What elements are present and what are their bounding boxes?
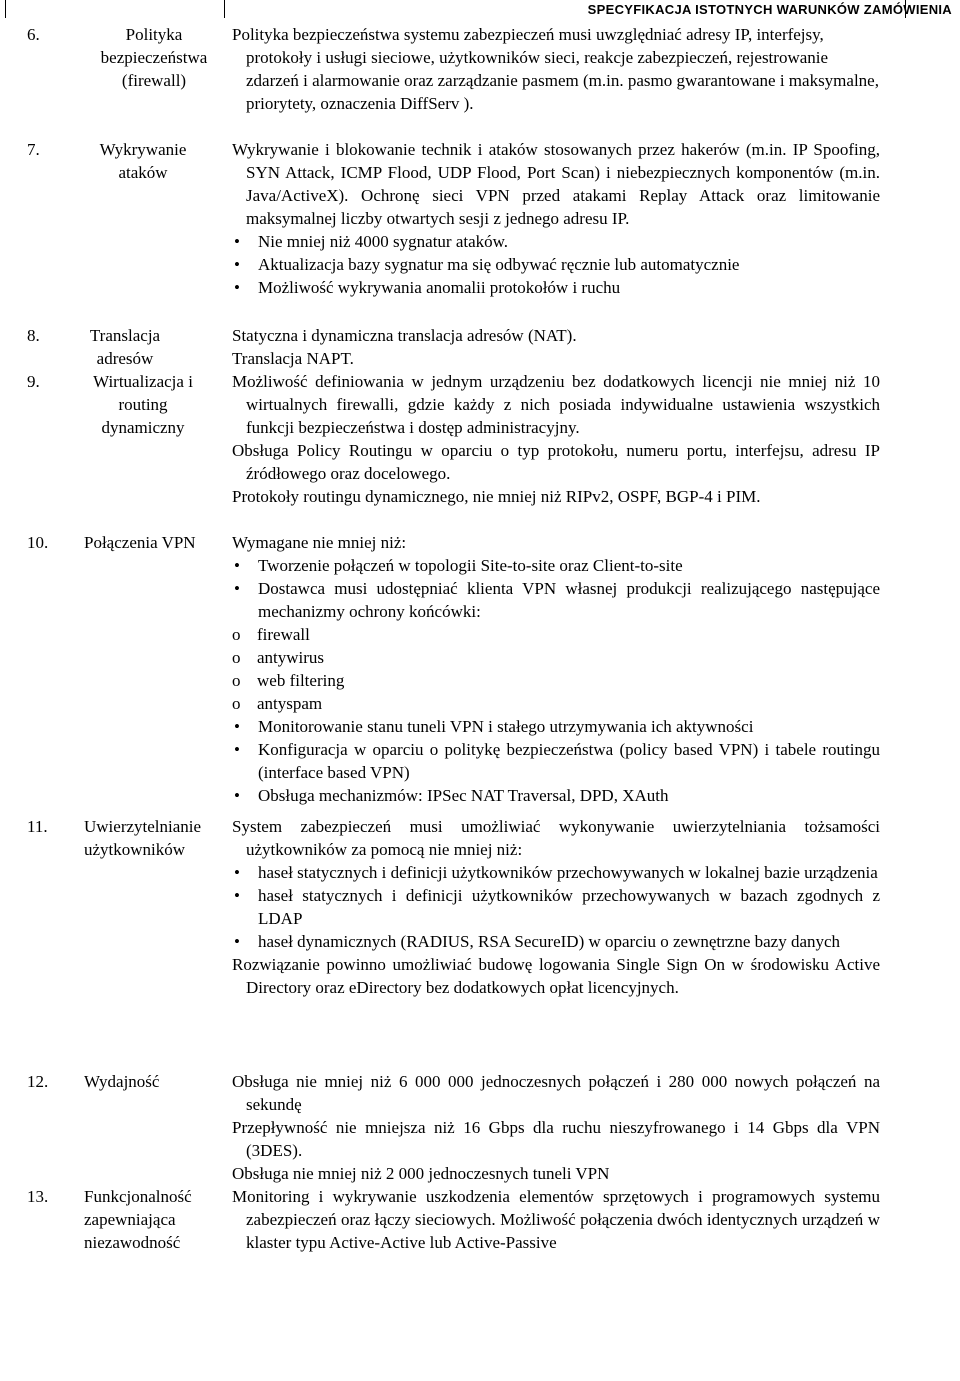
- row-description: [232, 138, 880, 299]
- list-item: • Monitorowanie stanu tuneli VPN i stałego utrzymywania ich aktywności: [234, 717, 754, 736]
- row-description: [232, 531, 880, 807]
- circle-bullet-icon: o: [232, 625, 241, 644]
- bullet-icon: •: [234, 932, 240, 951]
- bullet-icon: •: [234, 717, 240, 736]
- description-paragraph: Translacja NAPT.: [232, 349, 354, 368]
- description-paragraph: System zabezpieczeń musi umożliwiać wykonywanie uwierzytelniania tożsamości użytkowników za pomocą nie mniej niż:: [232, 817, 880, 859]
- list-item: o firewall: [232, 625, 310, 644]
- row-category: Wykrywanie ataków: [99, 140, 187, 182]
- row-number: 6.: [27, 25, 40, 44]
- circle-bullet-icon: o: [232, 648, 241, 667]
- list-item: • haseł statycznych i definicji użytkowników przechowywanych w bazach zgodnych z LDAP: [234, 886, 880, 928]
- list-item: • Obsługa mechanizmów: IPSec NAT Traversal, DPD, XAuth: [234, 786, 669, 805]
- table-border-right: [905, 0, 906, 18]
- bullet-icon: •: [234, 786, 240, 805]
- description-paragraph: Polityka bezpieczeństwa systemu zabezpieczeń musi uwzględniać adresy IP, interfejsy, protokoły i usługi sieciowe, użytkowników sieci, reakcje zabezpieczeń, rejestrowanie zdarzeń i alarmowanie oraz zarządzanie pasmem (m.in. pasmo gwarantowane i maksymalne, priorytety, oznaczenia DiffServ ).: [232, 25, 879, 113]
- row-number: 12.: [27, 1072, 49, 1091]
- bullet-list: [232, 861, 880, 953]
- row-number: 10.: [27, 533, 49, 552]
- row-category: Translacja adresów: [89, 326, 161, 368]
- row-number: 11.: [27, 817, 48, 836]
- row-description: [232, 23, 880, 115]
- bullet-icon: •: [234, 278, 240, 297]
- circle-bullet-icon: o: [232, 671, 241, 690]
- description-paragraph: Protokoły routingu dynamicznego, nie mniej niż RIPv2, OSPF, BGP-4 i PIM.: [232, 487, 761, 506]
- bullet-icon: •: [234, 886, 240, 905]
- table-border-left: [5, 0, 6, 18]
- description-paragraph: Monitoring i wykrywanie uszkodzenia elementów sprzętowych i programowych systemu zabezpieczeń oraz łączy sieciowych. Możliwość połączenia dwóch identycznych urządzeń w klaster typu Active-Active lub Active-Passive: [232, 1187, 880, 1252]
- row-category: Wirtualizacja i routing dynamiczny: [93, 372, 193, 437]
- row-category: Funkcjonalność zapewniająca niezawodność: [84, 1187, 192, 1252]
- list-item: o antywirus: [232, 648, 325, 667]
- list-item: o antyspam: [232, 694, 323, 713]
- row-number: 8.: [27, 326, 40, 345]
- bullet-list: [232, 715, 880, 807]
- row-description: [232, 370, 880, 508]
- row-category: Połączenia VPN: [84, 533, 196, 552]
- list-item: • Nie mniej niż 4000 sygnatur ataków.: [234, 232, 509, 251]
- bullet-icon: •: [234, 232, 240, 251]
- row-number: 7.: [27, 140, 40, 159]
- bullet-list: [232, 554, 880, 623]
- row-category: Polityka bezpieczeństwa (firewall): [100, 25, 208, 90]
- description-paragraph: Obsługa Policy Routingu w oparciu o typ protokołu, numeru portu, interfejsu, adresu IP źródłowego oraz docelowego.: [232, 441, 880, 483]
- circle-bullet-icon: o: [232, 694, 241, 713]
- list-item: • Tworzenie połączeń w topologii Site-to-site oraz Client-to-site: [234, 556, 683, 575]
- row-description: [232, 1070, 880, 1185]
- bullet-icon: •: [234, 740, 240, 759]
- description-paragraph: Możliwość definiowania w jednym urządzeniu bez dodatkowych licencji nie mniej niż 10 wirtualnych firewalli, gdzie każdy z nich posiada indywidualne ustawienia wszystkich funkcji bezpieczeństwa i dostęp administracyjny.: [232, 372, 880, 437]
- page-header: SPECYFIKACJA ISTOTNYCH WARUNKÓW ZAMÓWIENIA: [587, 2, 952, 17]
- description-paragraph: Rozwiązanie powinno umożliwiać budowę logowania Single Sign On w środowisku Active Directory oraz eDirectory bez dodatkowych opłat licencyjnych.: [232, 955, 880, 997]
- list-item: • Dostawca musi udostępniać klienta VPN własnej produkcji realizującego następujące mechanizmy ochrony końcówki:: [234, 579, 880, 621]
- table-border-mid: [224, 0, 225, 18]
- bullet-icon: •: [234, 255, 240, 274]
- description-paragraph: Wymagane nie mniej niż:: [232, 533, 407, 552]
- row-category: Uwierzytelnianie użytkowników: [84, 817, 202, 859]
- bullet-icon: •: [234, 556, 240, 575]
- bullet-icon: •: [234, 579, 240, 598]
- description-paragraph: Przepływność nie mniejsza niż 16 Gbps dla ruchu nieszyfrowanego i 14 Gbps dla VPN (3DES).: [232, 1118, 880, 1160]
- row-description: [232, 1185, 880, 1254]
- list-item: • haseł statycznych i definicji użytkowników przechowywanych w lokalnej bazie urządzenia: [234, 863, 878, 882]
- description-paragraph: Obsługa nie mniej niż 6 000 000 jednoczesnych połączeń i 280 000 nowych połączeń na sekundę: [232, 1072, 880, 1114]
- list-item: • haseł dynamicznych (RADIUS, RSA SecureID) w oparciu o zewnętrzne bazy danych: [234, 932, 841, 951]
- list-item: • Aktualizacja bazy sygnatur ma się odbywać ręcznie lub automatycznie: [234, 255, 740, 274]
- row-description: [232, 815, 880, 999]
- description-paragraph: Obsługa nie mniej niż 2 000 jednoczesnych tuneli VPN: [232, 1164, 610, 1183]
- list-item: • Konfiguracja w oparciu o politykę bezpieczeństwa (policy based VPN) i tabele routingu (interface based VPN): [234, 740, 880, 782]
- row-description: [232, 324, 880, 370]
- description-paragraph: Wykrywanie i blokowanie technik i ataków stosowanych przez hakerów (m.in. IP Spoofing, SYN Attack, ICMP Flood, UDP Flood, Port Scan) i niebezpiecznych komponentów (m.in. Java/ActiveX). Ochronę sieci VPN przed atakami Replay Attack oraz limitowanie maksymalnej liczby otwartych sesji z jednego adresu IP.: [232, 140, 880, 228]
- bullet-list: [232, 230, 880, 299]
- row-number: 13.: [27, 1187, 49, 1206]
- bullet-icon: •: [234, 863, 240, 882]
- row-number: 9.: [27, 372, 40, 391]
- row-category: Wydajność: [84, 1072, 160, 1091]
- list-item: o web filtering: [232, 671, 345, 690]
- sub-list: [232, 623, 880, 715]
- description-paragraph: Statyczna i dynamiczna translacja adresów (NAT).: [232, 326, 577, 345]
- list-item: • Możliwość wykrywania anomalii protokołów i ruchu: [234, 278, 621, 297]
